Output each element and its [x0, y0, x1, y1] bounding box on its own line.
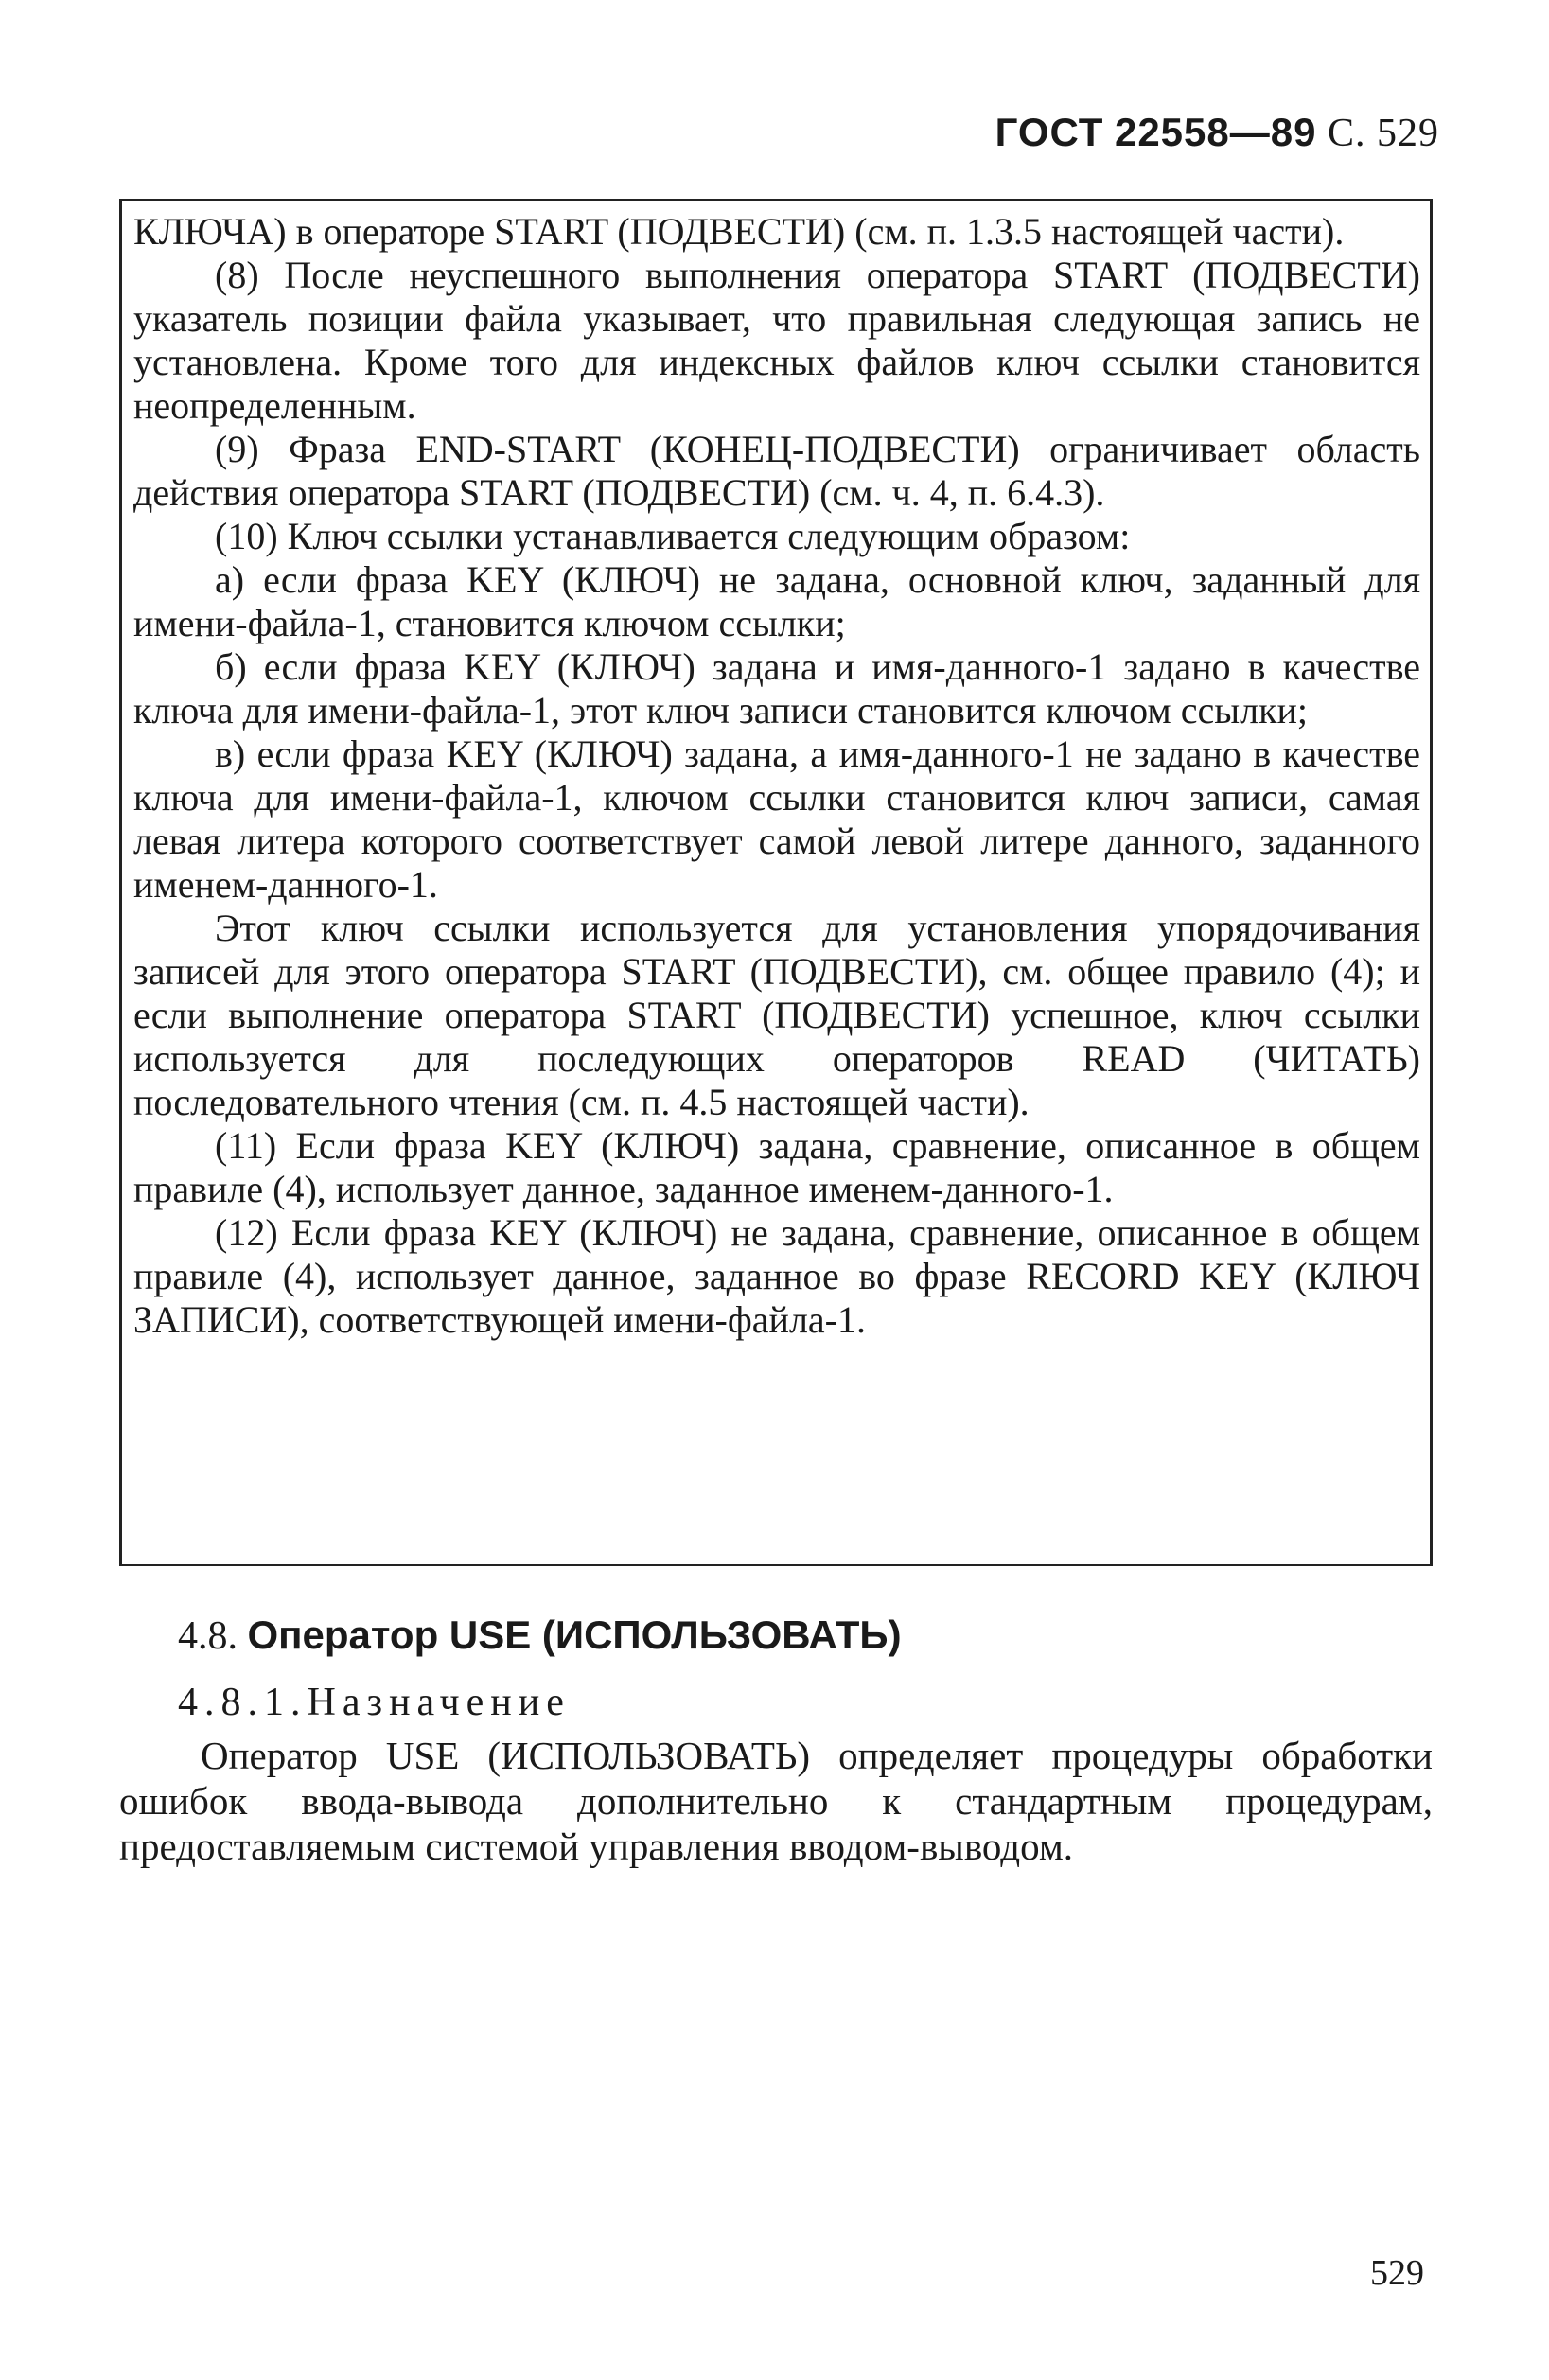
page-header: [995, 110, 1439, 156]
rule-10-item-v: в) если фраза KEY (КЛЮЧ) задана, а имя-данного-1 не задано в качестве ключа для имени-файла-1, ключом ссылки становится ключ записи, самая левая литера которого соответствует самой левой литере данного, заданного именем-данного-1.: [133, 732, 1420, 906]
subsection-number: 4.8.1.: [178, 1681, 308, 1724]
standard-number: 22558—89: [1114, 110, 1317, 154]
rule-12: (12) Если фраза KEY (КЛЮЧ) не задана, сравнение, описанное в общем правиле (4), использует данное, заданное во фразе RECORD KEY (КЛЮЧ ЗАПИСИ), соответствующей имени-файла-1.: [133, 1211, 1420, 1341]
rule-8: (8) После неуспешного выполнения оператора START (ПОДВЕСТИ) указатель позиции файла указывает, что правильная следующая запись не установлена. Кроме того для индексных файлов ключ ссылки становится неопределенным.: [133, 254, 1420, 427]
rule-11: (11) Если фраза KEY (КЛЮЧ) задана, сравнение, описанное в общем правиле (4), использует данное, заданное именем-данного-1.: [133, 1124, 1420, 1210]
section-title: Оператор USE (ИСПОЛЬЗОВАТЬ): [247, 1613, 902, 1657]
subsection-title: Назначение: [307, 1681, 571, 1724]
rule-10-item-b: б) если фраза KEY (КЛЮЧ) задана и имя-данного-1 задано в качестве ключа для имени-файла-1, этот ключ записи становится ключом ссылки;: [133, 645, 1420, 732]
page-number: 529: [1370, 2253, 1424, 2293]
paragraph-continuation: КЛЮЧА) в операторе START (ПОДВЕСТИ) (см. п. 1.3.5 настоящей части).: [133, 210, 1345, 253]
boxed-rules-section: [119, 199, 1433, 1566]
standard-label: ГОСТ: [995, 110, 1104, 154]
section-use-statement: [119, 1609, 1433, 1869]
section-body: Оператор USE (ИСПОЛЬЗОВАТЬ) определяет процедуры обработки ошибок ввода-вывода дополнительно к стандартным процедурам, предоставляемым системой управления вводом-выводом.: [119, 1734, 1433, 1868]
rule-10-item-a: а) если фраза KEY (КЛЮЧ) не задана, основной ключ, заданный для имени-файла-1, становится ключом ссылки;: [133, 558, 1420, 644]
section-heading: [178, 1609, 1433, 1663]
subsection-heading: [178, 1678, 1433, 1727]
page-reference: С. 529: [1327, 112, 1439, 155]
rule-10: (10) Ключ ссылки устанавливается следующим образом:: [215, 515, 1131, 557]
section-number: 4.8.: [178, 1614, 238, 1658]
rule-9: (9) Фраза END-START (КОНЕЦ-ПОДВЕСТИ) ограничивает область действия оператора START (ПОДВЕСТИ) (см. ч. 4, п. 6.4.3).: [133, 428, 1420, 514]
reference-key-note: Этот ключ ссылки используется для установления упорядочивания записей для этого оператора START (ПОДВЕСТИ), см. общее правило (4); и если выполнение оператора START (ПОДВЕСТИ) успешное, ключ ссылки используется для последующих операторов READ (ЧИТАТЬ) последовательного чтения (см. п. 4.5 настоящей части).: [133, 907, 1420, 1123]
